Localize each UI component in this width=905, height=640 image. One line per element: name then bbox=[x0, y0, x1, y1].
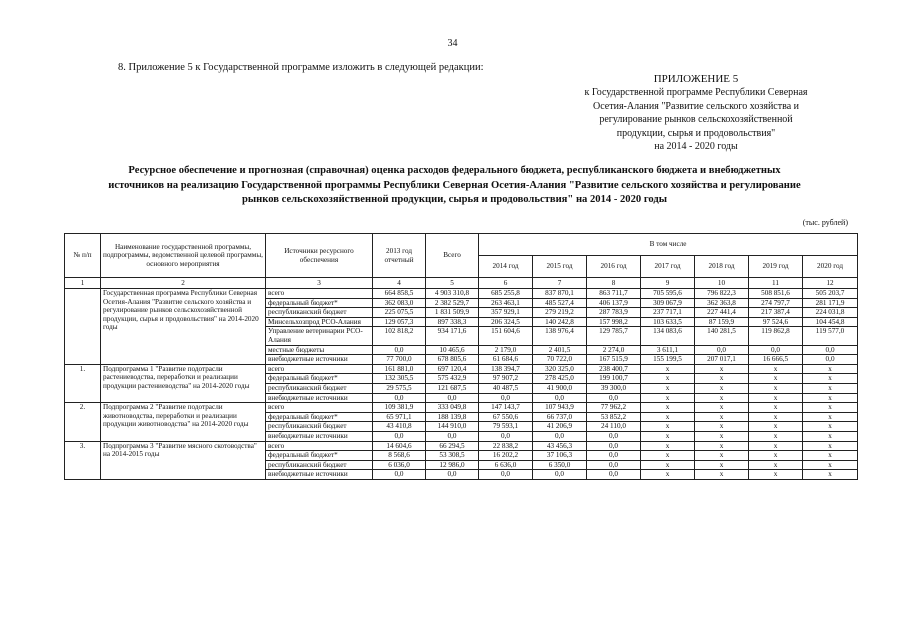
amount-cell: x bbox=[641, 422, 695, 432]
header-total: Всего bbox=[426, 234, 479, 278]
appendix-line: регулирование рынков сельскохозяйственной bbox=[599, 114, 793, 126]
amount-cell: 129 785,7 bbox=[587, 327, 641, 345]
page-number: 34 bbox=[447, 38, 458, 49]
amount-cell: 274 797,7 bbox=[749, 298, 803, 308]
amount-cell: x bbox=[695, 422, 749, 432]
amount-cell: 320 325,0 bbox=[533, 364, 587, 374]
amount-cell: 12 986,0 bbox=[426, 460, 479, 470]
amount-cell: 664 858,5 bbox=[373, 289, 426, 299]
row-number: 3. bbox=[65, 441, 101, 479]
funding-source: внебюджетные источники bbox=[266, 431, 373, 441]
amount-cell: x bbox=[749, 403, 803, 413]
column-number: 10 bbox=[695, 278, 749, 289]
amount-cell: 140 242,8 bbox=[533, 317, 587, 327]
amount-cell: 104 454,8 bbox=[803, 317, 858, 327]
header-2013: 2013 год отчетный bbox=[373, 234, 426, 278]
amount-cell: x bbox=[641, 403, 695, 413]
amount-cell: 53 852,2 bbox=[587, 412, 641, 422]
amount-cell: 109 381,9 bbox=[373, 403, 426, 413]
amount-cell: 263 463,1 bbox=[479, 298, 533, 308]
amount-cell: 0,0 bbox=[426, 431, 479, 441]
amount-cell: 119 577,0 bbox=[803, 327, 858, 345]
amount-cell: x bbox=[695, 412, 749, 422]
amount-cell: 37 106,3 bbox=[533, 451, 587, 461]
amount-cell: 0,0 bbox=[373, 345, 426, 355]
amount-cell: 40 487,5 bbox=[479, 383, 533, 393]
amount-cell: 287 783,9 bbox=[587, 308, 641, 318]
amount-cell: 0,0 bbox=[373, 393, 426, 403]
funding-source: всего bbox=[266, 403, 373, 413]
amount-cell: 0,0 bbox=[587, 393, 641, 403]
column-number: 5 bbox=[426, 278, 479, 289]
amount-cell: x bbox=[641, 441, 695, 451]
column-number: 4 bbox=[373, 278, 426, 289]
amount-cell: 362 363,8 bbox=[695, 298, 749, 308]
amount-cell: 129 057,3 bbox=[373, 317, 426, 327]
resource-table bbox=[64, 233, 858, 480]
amount-cell: 53 308,5 bbox=[426, 451, 479, 461]
column-number: 7 bbox=[533, 278, 587, 289]
amount-cell: x bbox=[803, 364, 858, 374]
column-number: 2 bbox=[101, 278, 266, 289]
amount-cell: 144 910,0 bbox=[426, 422, 479, 432]
amount-cell: x bbox=[749, 431, 803, 441]
amount-cell: 102 818,2 bbox=[373, 327, 426, 345]
amount-cell: 6 036,0 bbox=[373, 460, 426, 470]
amount-cell: 24 110,0 bbox=[587, 422, 641, 432]
amount-cell: x bbox=[803, 383, 858, 393]
amount-cell: 70 722,0 bbox=[533, 355, 587, 365]
amount-cell: 22 838,2 bbox=[479, 441, 533, 451]
appendix-line: Осетия-Алания "Развитие сельского хозяйства и bbox=[593, 100, 799, 112]
amount-cell: 0,0 bbox=[373, 431, 426, 441]
amount-cell: 2 401,5 bbox=[533, 345, 587, 355]
amount-cell: 0,0 bbox=[587, 470, 641, 480]
amount-cell: 16 202,2 bbox=[479, 451, 533, 461]
funding-source: федеральный бюджет* bbox=[266, 451, 373, 461]
amount-cell: 281 171,9 bbox=[803, 298, 858, 308]
amount-cell: 66 737,0 bbox=[533, 412, 587, 422]
header-year: 2020 год bbox=[803, 256, 858, 278]
amount-cell: 147 143,7 bbox=[479, 403, 533, 413]
amount-cell: 0,0 bbox=[749, 345, 803, 355]
amount-cell: 227 441,4 bbox=[695, 308, 749, 318]
amount-cell: 357 929,1 bbox=[479, 308, 533, 318]
amount-cell: 14 604,6 bbox=[373, 441, 426, 451]
amount-cell: 0,0 bbox=[533, 470, 587, 480]
funding-source: внебюджетные источники bbox=[266, 470, 373, 480]
column-number: 11 bbox=[749, 278, 803, 289]
amount-cell: 132 305,5 bbox=[373, 374, 426, 384]
amount-cell: 3 611,1 bbox=[641, 345, 695, 355]
column-number: 6 bbox=[479, 278, 533, 289]
amount-cell: 697 120,4 bbox=[426, 364, 479, 374]
amount-cell: 505 203,7 bbox=[803, 289, 858, 299]
amount-cell: 0,0 bbox=[587, 441, 641, 451]
funding-source: Минсельхозпрод РСО-Алания bbox=[266, 317, 373, 327]
funding-source: федеральный бюджет* bbox=[266, 374, 373, 384]
amount-cell: 10 465,6 bbox=[426, 345, 479, 355]
amount-cell: 237 717,1 bbox=[641, 308, 695, 318]
column-number: 3 bbox=[266, 278, 373, 289]
amount-cell: 138 976,4 bbox=[533, 327, 587, 345]
amount-cell: 0,0 bbox=[479, 431, 533, 441]
title-line: рынков сельскохозяйственной продукции, сырья и продовольствия" на 2014 - 2020 годы bbox=[241, 194, 668, 206]
amount-cell: 167 515,9 bbox=[587, 355, 641, 365]
amount-cell: 66 294,5 bbox=[426, 441, 479, 451]
amount-cell: 485 527,4 bbox=[533, 298, 587, 308]
amount-cell: x bbox=[641, 393, 695, 403]
amount-cell: 134 083,6 bbox=[641, 327, 695, 345]
program-name: Подпрограмма 3 "Развитие мясного скотоводства" на 2014-2015 годы bbox=[101, 441, 266, 479]
amount-cell: 0,0 bbox=[803, 355, 858, 365]
column-number: 9 bbox=[641, 278, 695, 289]
funding-source: всего bbox=[266, 289, 373, 299]
amount-cell: x bbox=[641, 431, 695, 441]
amount-cell: 0,0 bbox=[587, 431, 641, 441]
amount-cell: x bbox=[695, 460, 749, 470]
amount-cell: 705 595,6 bbox=[641, 289, 695, 299]
amount-cell: 61 684,6 bbox=[479, 355, 533, 365]
column-number: 8 bbox=[587, 278, 641, 289]
amount-cell: 121 687,5 bbox=[426, 383, 479, 393]
amount-cell: 87 159,9 bbox=[695, 317, 749, 327]
amount-cell: 97 524,6 bbox=[749, 317, 803, 327]
table-row bbox=[65, 289, 858, 299]
header-including: В том числе bbox=[479, 234, 858, 256]
amount-cell: x bbox=[641, 374, 695, 384]
amount-cell: x bbox=[695, 441, 749, 451]
amount-cell: x bbox=[749, 470, 803, 480]
amount-cell: x bbox=[695, 403, 749, 413]
amount-cell: 138 394,7 bbox=[479, 364, 533, 374]
header-year: 2018 год bbox=[695, 256, 749, 278]
amount-cell: x bbox=[749, 451, 803, 461]
amount-cell: x bbox=[641, 460, 695, 470]
amount-cell: 4 903 310,8 bbox=[426, 289, 479, 299]
amount-cell: x bbox=[803, 403, 858, 413]
row-number: 1. bbox=[65, 364, 101, 402]
amount-cell: x bbox=[749, 460, 803, 470]
funding-source: всего bbox=[266, 364, 373, 374]
funding-source: Управление ветеринарии РСО-Алания bbox=[266, 327, 373, 345]
amount-cell: 362 083,0 bbox=[373, 298, 426, 308]
amount-cell: x bbox=[803, 460, 858, 470]
amount-cell: 41 900,0 bbox=[533, 383, 587, 393]
amount-cell: 309 067,9 bbox=[641, 298, 695, 308]
amount-cell: 897 338,3 bbox=[426, 317, 479, 327]
amount-cell: 206 324,5 bbox=[479, 317, 533, 327]
amount-cell: 0,0 bbox=[479, 470, 533, 480]
amount-cell: x bbox=[641, 451, 695, 461]
amount-cell: 685 255,8 bbox=[479, 289, 533, 299]
amount-cell: x bbox=[641, 364, 695, 374]
amount-cell: x bbox=[749, 422, 803, 432]
amount-cell: 2 382 529,7 bbox=[426, 298, 479, 308]
amount-cell: 43 456,3 bbox=[533, 441, 587, 451]
amount-cell: x bbox=[749, 441, 803, 451]
amount-cell: 0,0 bbox=[373, 470, 426, 480]
amount-cell: 406 137,9 bbox=[587, 298, 641, 308]
amount-cell: x bbox=[803, 441, 858, 451]
header-name: Наименование государственной программы, подпрограммы, ведомственной целевой программы, основного мероприятия bbox=[101, 234, 266, 278]
amount-cell: 1 831 509,9 bbox=[426, 308, 479, 318]
amount-cell: 678 805,6 bbox=[426, 355, 479, 365]
amount-cell: 0,0 bbox=[803, 345, 858, 355]
amount-cell: 6 350,0 bbox=[533, 460, 587, 470]
funding-source: федеральный бюджет* bbox=[266, 298, 373, 308]
amount-cell: x bbox=[803, 431, 858, 441]
amount-cell: 157 998,2 bbox=[587, 317, 641, 327]
funding-source: всего bbox=[266, 441, 373, 451]
amount-cell: 79 593,1 bbox=[479, 422, 533, 432]
header-year: 2019 год bbox=[749, 256, 803, 278]
amount-cell: x bbox=[749, 383, 803, 393]
amount-cell: 8 568,6 bbox=[373, 451, 426, 461]
amount-cell: 77 962,2 bbox=[587, 403, 641, 413]
appendix-line: на 2014 - 2020 годы bbox=[654, 141, 738, 153]
document-title bbox=[52, 164, 857, 208]
table-row bbox=[65, 441, 858, 451]
column-number: 1 bbox=[65, 278, 101, 289]
header-year: 2015 год bbox=[533, 256, 587, 278]
intro-text: 8. Приложение 5 к Государственной программе изложить в следующей редакции: bbox=[118, 62, 484, 73]
funding-source: внебюджетные источники bbox=[266, 355, 373, 365]
amount-cell: x bbox=[695, 451, 749, 461]
amount-cell: x bbox=[641, 383, 695, 393]
units-label: (тыс. рублей) bbox=[802, 218, 848, 227]
amount-cell: x bbox=[749, 374, 803, 384]
header-year: 2014 год bbox=[479, 256, 533, 278]
amount-cell: x bbox=[803, 422, 858, 432]
amount-cell: x bbox=[803, 470, 858, 480]
amount-cell: x bbox=[803, 374, 858, 384]
amount-cell: 934 171,6 bbox=[426, 327, 479, 345]
amount-cell: 43 410,8 bbox=[373, 422, 426, 432]
amount-cell: 217 387,4 bbox=[749, 308, 803, 318]
appendix-line: продукции, сырья и продовольствия" bbox=[616, 127, 776, 139]
funding-source: внебюджетные источники bbox=[266, 393, 373, 403]
amount-cell: 0,0 bbox=[479, 393, 533, 403]
funding-source: республиканский бюджет bbox=[266, 460, 373, 470]
amount-cell: x bbox=[749, 393, 803, 403]
amount-cell: x bbox=[695, 364, 749, 374]
amount-cell: 0,0 bbox=[533, 393, 587, 403]
amount-cell: 2 179,0 bbox=[479, 345, 533, 355]
amount-cell: 278 425,0 bbox=[533, 374, 587, 384]
table-row bbox=[65, 364, 858, 374]
amount-cell: 16 666,5 bbox=[749, 355, 803, 365]
amount-cell: x bbox=[641, 412, 695, 422]
row-number: 2. bbox=[65, 403, 101, 441]
amount-cell: 0,0 bbox=[426, 470, 479, 480]
amount-cell: 107 943,9 bbox=[533, 403, 587, 413]
funding-source: республиканский бюджет bbox=[266, 308, 373, 318]
amount-cell: 0,0 bbox=[587, 460, 641, 470]
amount-cell: x bbox=[803, 393, 858, 403]
amount-cell: x bbox=[749, 412, 803, 422]
funding-source: местные бюджеты bbox=[266, 345, 373, 355]
amount-cell: 333 049,8 bbox=[426, 403, 479, 413]
amount-cell: x bbox=[695, 470, 749, 480]
amount-cell: 508 851,6 bbox=[749, 289, 803, 299]
amount-cell: 103 633,5 bbox=[641, 317, 695, 327]
amount-cell: 67 550,6 bbox=[479, 412, 533, 422]
amount-cell: 0,0 bbox=[426, 393, 479, 403]
amount-cell: 155 199,5 bbox=[641, 355, 695, 365]
header-source: Источники ресурсного обеспечения bbox=[266, 234, 373, 278]
header-year: 2016 год bbox=[587, 256, 641, 278]
title-line: источников на реализацию Государственной программы Республики Северная Осетия-Алания "Развитие сельского хозяйства и регулирование bbox=[108, 179, 801, 191]
title-line: Ресурсное обеспечение и прогнозная (справочная) оценка расходов федерального бюджета, республиканского бюджета и внебюджетных bbox=[128, 165, 781, 176]
amount-cell: 0,0 bbox=[533, 431, 587, 441]
funding-source: республиканский бюджет bbox=[266, 383, 373, 393]
amount-cell: x bbox=[641, 470, 695, 480]
amount-cell: 225 075,5 bbox=[373, 308, 426, 318]
amount-cell: 279 219,2 bbox=[533, 308, 587, 318]
program-name: Подпрограмма 1 "Развитие подотрасли растениеводства, переработки и реализации продукции растениеводства" на 2014-2020 годы bbox=[101, 364, 266, 402]
amount-cell: 207 017,1 bbox=[695, 355, 749, 365]
amount-cell: 161 881,0 bbox=[373, 364, 426, 374]
amount-cell: 119 862,8 bbox=[749, 327, 803, 345]
row-number bbox=[65, 289, 101, 365]
amount-cell: 77 700,0 bbox=[373, 355, 426, 365]
amount-cell: 863 711,7 bbox=[587, 289, 641, 299]
program-name: Государственная программа Республики Северная Осетия-Алания "Развитие сельского хозяйства и регулирование рынков сельскохозяйственной продукции, сырья и продовольствия" на 2014-2020 годы bbox=[101, 289, 266, 365]
funding-source: федеральный бюджет* bbox=[266, 412, 373, 422]
header-num: № п/п bbox=[65, 234, 101, 278]
amount-cell: 41 206,9 bbox=[533, 422, 587, 432]
amount-cell: 837 870,1 bbox=[533, 289, 587, 299]
amount-cell: x bbox=[695, 374, 749, 384]
amount-cell: 39 300,0 bbox=[587, 383, 641, 393]
amount-cell: 796 822,3 bbox=[695, 289, 749, 299]
appendix-heading: ПРИЛОЖЕНИЕ 5 bbox=[653, 73, 739, 85]
appendix-line: к Государственной программе Республики Северная bbox=[584, 87, 808, 99]
appendix-header bbox=[548, 73, 844, 153]
funding-source: республиканский бюджет bbox=[266, 422, 373, 432]
amount-cell: 2 274,0 bbox=[587, 345, 641, 355]
amount-cell: 0,0 bbox=[587, 451, 641, 461]
column-number: 12 bbox=[803, 278, 858, 289]
amount-cell: x bbox=[749, 364, 803, 374]
amount-cell: 6 636,0 bbox=[479, 460, 533, 470]
amount-cell: x bbox=[695, 393, 749, 403]
amount-cell: 238 400,7 bbox=[587, 364, 641, 374]
header-year: 2017 год bbox=[641, 256, 695, 278]
amount-cell: 199 100,7 bbox=[587, 374, 641, 384]
amount-cell: x bbox=[695, 431, 749, 441]
amount-cell: 575 432,9 bbox=[426, 374, 479, 384]
amount-cell: 140 281,5 bbox=[695, 327, 749, 345]
amount-cell: 97 907,2 bbox=[479, 374, 533, 384]
amount-cell: 0,0 bbox=[695, 345, 749, 355]
amount-cell: 188 139,8 bbox=[426, 412, 479, 422]
amount-cell: x bbox=[695, 383, 749, 393]
amount-cell: 29 575,5 bbox=[373, 383, 426, 393]
amount-cell: x bbox=[803, 451, 858, 461]
table-row bbox=[65, 403, 858, 413]
amount-cell: 151 604,6 bbox=[479, 327, 533, 345]
amount-cell: 224 031,8 bbox=[803, 308, 858, 318]
program-name: Подпрограмма 2 "Развитие подотрасли животноводства, переработки и реализации продукции животноводства" на 2014-2020 годы bbox=[101, 403, 266, 441]
amount-cell: 65 971,1 bbox=[373, 412, 426, 422]
amount-cell: x bbox=[803, 412, 858, 422]
